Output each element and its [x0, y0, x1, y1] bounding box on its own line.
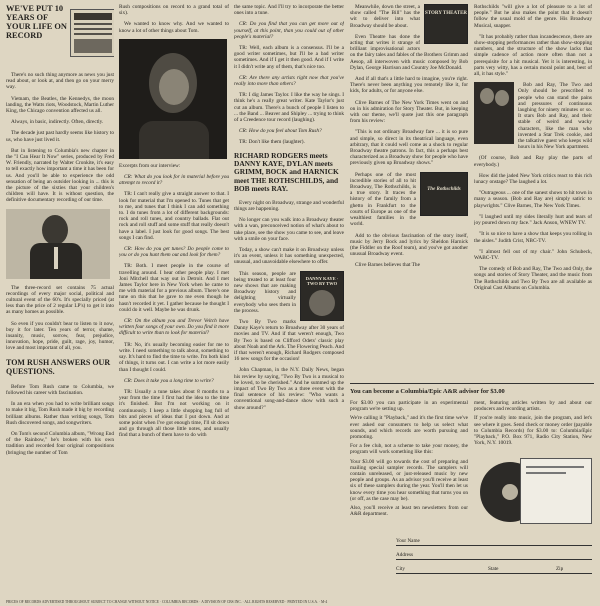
col1-paragraph: The three-record set contains 75 actual recordings of every major social, political and cultural event of the 60's. It's specially priced (at less than the price of 2 regular LP's) to get it into as many homes as possible.: [6, 284, 114, 316]
field-label: Address: [396, 551, 414, 558]
interview-question: CR: How do you get tunes? Do people come to you or do you hunt them out and look for them?: [119, 246, 229, 259]
col5-paragraph: How did the jaded New York critics react to this rich lunacy onstage? The laughed a lot.: [474, 172, 592, 186]
col3-paragraph: Two By Two marks Danny Kaye's return to Broadway after 30 years of movies and TV. And if that weren't enough, Two By Two is based on Clifford Odets' classic play about Noah and the Ark. The Flowering Peach. And if that weren't enough, Richard Rodgers composed 16 new songs for the occasion!: [234, 318, 344, 363]
interview-question: CR: What do you look for in material before you attempt to record it?: [119, 174, 229, 187]
interview-question: CR: Are there any artists right now that you've really into more than others?: [234, 74, 344, 88]
col4-paragraph: Perhaps one of the most incredible stories of all to hit Broadway, The Rothschilds, is a true story. It traces the history of the family from a ghetto in Frankfurt to the courts of Europe as one of the wealthiest families in the world.: [350, 171, 416, 228]
col4-paragraph: Even Theatre has done the acting that writes it strange of brilliant improvisational actors on the fairy tales and fables of the Brothers Grimm and Aesop, all interwoven with music composed by Bob Dylan, George Harrison and Country Joe McDonald.: [350, 33, 468, 71]
city-state-zip-field[interactable]: [396, 560, 592, 574]
photo-bob-and-ray: [474, 82, 514, 144]
interview-answer: TR: Don't like them (laughter).: [239, 139, 305, 146]
col3-paragraph: No longer can you walk into a Broadway theater with a wan, preconceived notion of what's about to take place, see the show you came to see, and leave with a smile on your face.: [234, 217, 344, 242]
page-footer: PRICES OF RECORDS ADVERTISED THROUGHOUT SUBJECT TO CHANGE WITHOUT NOTICE · COLUMBIA RECORDS · A DIVISION OF CBS INC. · ALL RIGHTS RESERVED · PRINTED IN U.S.A. · M-4: [6, 600, 328, 604]
col1-body-3: [6, 384, 114, 456]
interview-question: CR: How do you feel about Tom Rush?: [239, 128, 322, 135]
col1-paragraph: The decade just past hardly seems like history to us, who have just lived it.: [6, 130, 114, 143]
col5-paragraph: Rothschilds "will give a lot of pleasure to a lot of people." But he also makes the point that it doesn't follow the usual mold of the genre. His Broadway Musical, snapper.: [474, 4, 592, 29]
album-cover-rothschilds: [420, 172, 468, 216]
coupon-paragraph: If you're really into music, join the program, and let's see where it goes. Send check or money order (payable to Columbia Records) for $3.00 to: Columbia/Epic "Playback," P.O. Box 971, Radio City Station, New York, N.Y. 10019.: [474, 415, 592, 447]
record-illustration: [480, 456, 592, 528]
column-1: [6, 4, 114, 596]
address-field[interactable]: [396, 546, 592, 560]
interview-answer: TR: No, it's usually becoming easier for me to write. I need something to talk about, something to say. It's hard to find the time to write. I'm both kind of things, it turns out. I can write a lot more easily than I thought I could.: [119, 341, 229, 373]
interview-answer: the same topic. And I'll try to incorporate the better ones into a tune.: [234, 4, 344, 17]
column-4: [350, 4, 468, 382]
coupon-headline: You can become a Columbia/Epic A&R advisor for $3.00: [350, 388, 505, 395]
col4-paragraph: "This is not ordinary Broadway fare ... it is so pure and simple, so direct in its theatrical language, even arbitrary, that it could well come as a shock to regular Broadway theatre patrons. In fact, this a perhaps best characterized as a Broadway show for people who have previously given up Broadway shows.": [350, 129, 468, 167]
album-label: STORY THEATER: [425, 11, 468, 16]
coupon-text-left: [350, 400, 468, 520]
coupon-paragraph: Also, you'll receive at least ten newsletters from our A&R department.: [350, 505, 468, 518]
album-cover-story-theater: [424, 4, 468, 44]
col4-paragraph: And if all that's a little hard to imagine, you're right. There's never been anything you remotely like it, for kids, for adults, or for anyone else.: [350, 76, 468, 95]
col5-paragraph: "It is so nice to have a show that keeps you rolling in the aisles." Judith Crist, NBC-TV.: [474, 231, 592, 244]
col1-body-2: [6, 285, 114, 352]
photo-tom-rush: [119, 39, 227, 159]
interview-question: CR: Does it take you a long time to write?: [124, 377, 214, 384]
photo-walter-cronkite: [6, 209, 110, 279]
interview-answer: TR: Usually a tune takes about 8 months to a year from the time I first had the idea to the time it's finished. But I'm not working on it continuously. I keep a little shopping bag full of bits and pieces of ideas that I put down. And at some point when I've got enough time, I'll sit down and go through all those little notes, and usually find that a bunch of them have to do with: [119, 388, 229, 439]
col3-paragraph: John Chapman, in the N.Y. Daily News, began his review by saying, "Two By Two is a musical to be loved, to be cherished." And he summed up the impact of Two By Two as a three event with the final sentence of his review: "Who wants a conventional song-and-dance show with such a show around?": [234, 367, 344, 411]
album-cover-i-can-hear-it-now: [70, 9, 114, 57]
album-label: The Rothschilds: [427, 186, 461, 192]
col3-paragraph: This season, people are being treated to at least four new shows that are making Broadway history and delighting virtually everybody who sees them in the process.: [234, 270, 296, 314]
col3-paragraph: Every night on Broadway, strange and wonderful things are happening.: [234, 199, 344, 212]
col1-body: [6, 72, 114, 204]
col1-paragraph: Always, in basic, indirectly. Often, directly.: [11, 119, 104, 126]
column-5: [474, 4, 592, 382]
col3-paragraph: Today, a show can't make it on Broadway unless it's an event, unless it has something unexpected, unusual, and unavoidable elsewhere to offer.: [234, 246, 344, 266]
col4-paragraph: Clive Barnes believes that The: [355, 262, 420, 269]
col1-paragraph: In an era when you had to write brilliant songs to make it big, Tom Rush made it big by recording brilliant albums. Rather than writing songs, Tom Rush discovered songs, and songwriters.: [6, 401, 114, 426]
col2-paragraph: Rush compositions on record to a grand total of six).: [119, 4, 229, 17]
column-2: [119, 4, 229, 596]
field-label: State: [488, 565, 499, 572]
coupon-paragraph: Your $3.00 will go towards the cost of preparing and mailing special sampler records. The samplers will contain unreleased, or just-released music by new people and groups. As an advisor you'll receive at least six of these samplers during the year. You'll then let us know every time you hear something that turns you on (or off, as the case may be).: [350, 458, 468, 502]
col5-paragraph: Bob and Ray, The Two and Only should be prescribed to people who can stand the pains and pressures of continuous laughing for ninety minutes or so. It stars Bob and Ray, and their stable of weird and wacky characters, like the man who invented a Star Trek cookie, and the talkative guest who keeps wild hours in his New York apartment.: [518, 82, 592, 151]
name-field[interactable]: [396, 532, 592, 546]
col5-paragraph: "It has probably rather than incandescence, there are show-stopping performances rather than show-stopping numbers, and the structure of the show lacks that simple cadence of action more often than not a prerequisite for a hit musical. Yet it is interesting, in parts very witty, has a certain moral point and, best of all, it has style.": [474, 33, 592, 78]
headline-ten-years: WE'VE PUT 10 YEARS OF YOUR LIFE ON RECORD: [6, 4, 67, 40]
col4-paragraph: Meanwhile, down the street, a show called "The Bill" has the wit to deliver into what Broadway should be about.: [350, 4, 420, 29]
coupon-box: [350, 383, 594, 596]
col1-paragraph: Before Tom Rush came to Columbia, we followed his career with fascination.: [6, 383, 114, 396]
coupon-form: [396, 532, 592, 574]
col1-paragraph: On Tom's second Columbia album, "Wrong End of the Rainbow," he's broken with his own tradition and recorded four original compositions (bringing the number of Tom: [6, 430, 114, 456]
interview-answer: TR: I can't really give a straight answer to that. I look for material that I'm opened to. Tunes that get to me, and tunes that I think I can add something to. I do tunes from a lot of different backgrounds: rock and roll tunes, and country ballads. Flat out rock and roll stuff and some stuff that really doesn't have a label. I just look for good songs. The best songs I can find.: [119, 191, 229, 241]
interview-question: CR: On the album you and Trevor Veitch have written four songs of your own. Do you find it more difficult to write than to look for material?: [119, 318, 229, 337]
col4-paragraph: Clive Barnes of The New York Times went on and on in his admiration for Story Theater. But, in keeping with our theme, we'll quote just this one paragraph from his review:: [350, 99, 468, 125]
headline-tom-rush: TOM RUSH ANSWERS OUR QUESTIONS.: [6, 357, 111, 376]
col4-paragraph: Add to the obvious fascination of the story itself, music by Jerry Bock and lyrics by Sheldon Harnick (the Fiddler on the Roof team), and you've got another unusual Broadway event.: [350, 232, 468, 258]
coupon-paragraph: ment, featuring articles written by and about our producers and recording artists.: [474, 400, 592, 413]
coupon-text-right: [474, 400, 592, 449]
album-label: DANNY KAYE · TWO BY TWO: [305, 275, 339, 286]
coupon-paragraph: For $3.00 you can participate in an experimental program we're setting up.: [350, 400, 468, 413]
field-label: City: [396, 565, 405, 572]
album-cover-two-by-two: [300, 271, 344, 321]
col1-paragraph: Vietnam, the Beatles, the Kennedys, the moon landing, the Watts riots, Woodstock, Martin Luther King, the Chicago convention affected us all.: [6, 95, 114, 115]
interview-answer: TR: Both. I meet people in the course of travelling around. I hear other people play. I met Joni Mitchell that way out in Detroit. And I met James Taylor here in New York when he came to me with material for a previous album. There's one tune on this that he gave to me even though he hasn't recorded it yet. I gather because he thought I could do it well. Maybe he was drunk.: [119, 263, 229, 313]
col1-paragraph: But in listening to Columbia's new chapter in the "I Can Hear It Now" series, produced by Fred W. Friendly, narrated by Walter Cronkite, it's easy to tell exactly how important a time it has been for us. And you'll be able to experience the odd sensation of being an outsider looking in ... this is the picture of the sixties that your children's children will have. It is without question, the definitive documentary recording of our time.: [6, 147, 114, 204]
headline-broadway: RICHARD RODGERS meets DANNY KAYE, DYLAN meets GRIMM, BOCK and HARNICK meet THE ROTHSCHILDS, and BOB meets RAY.: [234, 150, 339, 194]
col5-paragraph: "I laughed until my sides literally hurt and tears of joy poured down my face." Jack Anson, WNEW TV.: [474, 213, 592, 227]
interview-caption: Excerpts from our interview:: [119, 162, 181, 169]
col5-paragraph: (Of course, Bob and Ray play the parts of everybody.): [474, 155, 592, 168]
col1-paragraph: There's no such thing anymore as news you just read about, or look at, and then go on your merry way.: [6, 72, 114, 91]
col5-paragraph: "I almost fell out of my chair." John Schubeck, WABC-TV.: [474, 248, 592, 261]
interview-answer: TR: I dig James Taylor. I like the way he sings. I think he's a really great writer. Kate Taylor's just cut an album. There's a bunch of people I listen to ... the Band ... Beaver and Shipley ... trying to think of a Creedence tour record (laughing).: [234, 92, 344, 124]
col2-paragraph: We wanted to know why. And we wanted to know a lot of other things about Tom.: [119, 21, 229, 34]
field-label: Your Name: [396, 537, 420, 544]
col5-paragraph: "Outrageous ... one of the sanest shows to hit town in many a season. (Bob and Ray are) simply satiric to playwrights." Clive Barnes, The New York Times.: [474, 190, 592, 209]
interview-question: CR: Do you find that you can get more out of yourself, at this point, than you could out of other people's material?: [234, 21, 344, 40]
coupon-paragraph: We're calling it "Playback," and it's the first time we've ever asked our consumers to help us select what sounds, and which records are worth pursuing and promoting.: [350, 415, 468, 441]
coupon-paragraph: For a fee club, not a scheme to take your money, the program will work something like this:: [350, 443, 468, 456]
column-3: [234, 4, 344, 596]
field-label: Zip: [556, 565, 564, 572]
interview-answer: TR: Well, each album is a consensus. I'll be a good writer sometimes, but I'll be a bad writer sometimes. And if I get it then good. And if I write it I didn't write any of them, that's nice too.: [234, 45, 344, 70]
col1-paragraph: So even if you couldn't bear to listen to it now, buy it for later. Ten years of terror, shame, insanity, music, sorrow, fear, prejudice, innovation, hope, pride, guilt, rage, joy, humor, love and most important of all, you.: [6, 320, 114, 352]
col5-paragraph: The comedy of Bob and Ray, The Two and Only, the songs and stories of Story Theater, and the music from The Rothschilds and Two By Two are all available as Original Cast Albums on Columbia.: [474, 266, 592, 291]
